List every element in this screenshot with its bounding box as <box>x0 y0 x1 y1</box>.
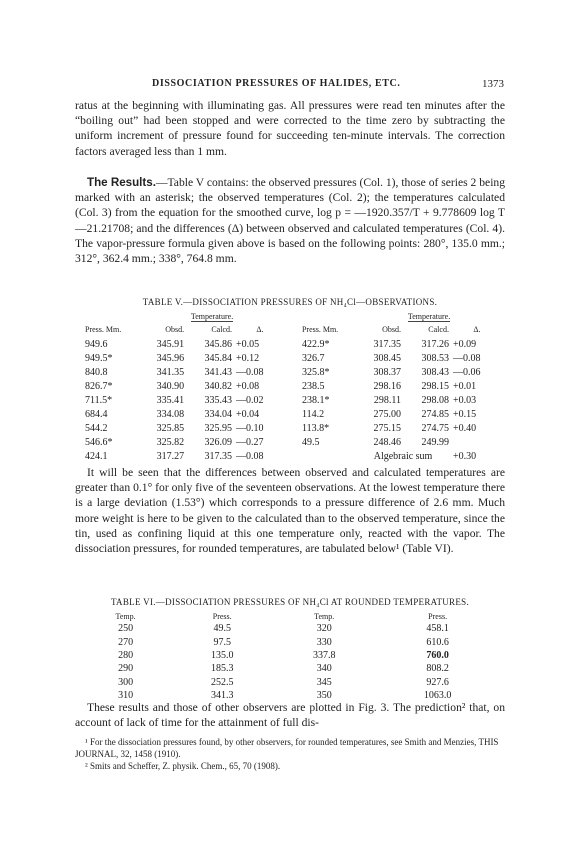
table6-cell: 337.8 <box>312 649 336 661</box>
table5-cell: +0.03 <box>452 394 477 406</box>
table6-cell: 290 <box>118 663 134 675</box>
table5-cell: 345.86 <box>204 338 233 350</box>
table5-cell: —0.08 <box>236 366 264 378</box>
table5-cell: +0.40 <box>452 422 477 434</box>
table5-cell: 248.46 <box>373 436 402 448</box>
closing-paragraph <box>75 700 505 730</box>
table5-cell: 49.5 <box>301 436 320 448</box>
table6-cell: 808.2 <box>426 663 449 675</box>
table5-header: Calcd. <box>428 324 449 334</box>
table5-cell: —0.10 <box>236 422 264 434</box>
table5-cell: 274.85 <box>421 408 449 420</box>
table5-cell: 326.09 <box>204 436 233 448</box>
table5-cell: 308.53 <box>421 352 449 364</box>
closing-text: These results and those of other observers are plotted in Fig. 3. The prediction² that, on account of lack of time for the attainment of full dis- <box>75 701 505 730</box>
table5-cell: 238.1* <box>301 394 330 406</box>
table5-cell: 308.43 <box>421 366 449 378</box>
table5-cell: 298.15 <box>421 380 449 392</box>
table5-cell: 325.95 <box>204 422 233 434</box>
table5-cell: +0.05 <box>236 338 260 350</box>
table6-cell: 280 <box>118 649 134 661</box>
page-number: 1373 <box>482 78 504 90</box>
table5-cell: 317.26 <box>421 338 449 350</box>
table6-cell: 300 <box>118 676 134 688</box>
running-title: DISSOCIATION PRESSURES OF HALIDES, ETC. <box>152 78 401 89</box>
table-6 <box>80 610 500 702</box>
table5-row <box>85 365 501 379</box>
table5-cell: 298.08 <box>421 394 449 406</box>
table5-cell: 308.45 <box>373 352 402 364</box>
table5-cell: 335.41 <box>156 394 185 406</box>
table5-cell: 325.82 <box>156 436 185 448</box>
table5-cell: —0.27 <box>236 436 264 448</box>
table5-cell: 340.82 <box>204 380 233 392</box>
table5-cell: 546.6* <box>85 436 113 448</box>
table6-cell: 250 <box>118 623 134 635</box>
table6-cell: 1063.0 <box>423 690 452 702</box>
table5-cell: Algebraic sum <box>373 450 433 462</box>
table5-cell: 345.96 <box>156 352 185 364</box>
table6-caption: TABLE VI.—DISSOCIATION PRESSURES OF NH₄Cl AT ROUNDED TEMPERATURES. <box>110 597 469 607</box>
footnote-1: ¹ For the dissociation pressures found, by other observers, for rounded temperatures, see Smith and Menzies, THIS JOURNAL, 32, 1458 (1910). <box>75 737 499 759</box>
table5-cell: 298.11 <box>373 394 402 406</box>
table5-cell <box>453 435 501 449</box>
table5-header: Obsd. <box>382 324 402 334</box>
table5-cell <box>302 449 357 463</box>
table6-body <box>80 622 500 702</box>
table5-cell: +0.01 <box>452 380 477 392</box>
table5-caption: TABLE V.—DISSOCIATION PRESSURES OF NH₄Cl—OBSERVATIONS. <box>142 297 438 307</box>
table6-cell: 49.5 <box>213 623 231 635</box>
table5-header: Obsd. <box>165 324 185 334</box>
table5-cell: 325.8* <box>301 366 330 378</box>
table5-cell: 334.08 <box>156 408 185 420</box>
table5-row <box>85 393 501 407</box>
table6-cell: 610.6 <box>426 636 449 648</box>
table5-cell: 317.35 <box>204 450 233 462</box>
table6-cell: 97.5 <box>213 636 231 648</box>
table5-cell: 826.7* <box>85 380 113 392</box>
table5-cell: —0.02 <box>236 394 264 406</box>
table5-cell: 325.85 <box>156 422 185 434</box>
table5-row <box>85 421 501 435</box>
table5-group-header-right: Temperature. <box>407 312 451 321</box>
table5-row <box>85 449 501 463</box>
table6-row <box>80 635 500 648</box>
table6-cell: 252.5 <box>210 676 234 688</box>
table5-group-header-left: Temperature. <box>190 312 234 321</box>
table5-cell: 275.00 <box>373 408 402 420</box>
table6-cell: 340 <box>316 663 332 675</box>
table6-cell: 760.0 <box>426 649 449 661</box>
table5-cell: 949.6 <box>85 338 108 350</box>
table5-header: Calcd. <box>211 324 233 334</box>
table5-cell: 840.8 <box>85 366 108 378</box>
table5-cell: 308.37 <box>373 366 402 378</box>
intro-paragraph <box>75 98 505 159</box>
table5-cell: 317.27 <box>156 450 185 462</box>
table5-cell: 949.5* <box>85 352 113 364</box>
table5-cell: +0.04 <box>236 408 260 420</box>
table5-cell: 335.43 <box>204 394 233 406</box>
table6-row <box>80 622 500 635</box>
table6-cell: 320 <box>316 623 332 635</box>
table6-cell: 185.3 <box>210 663 234 675</box>
table5-cell: 684.4 <box>85 408 108 420</box>
table6-header: Temp. <box>314 611 335 621</box>
table6-cell: 350 <box>316 690 332 702</box>
table5-cell: 341.43 <box>204 366 233 378</box>
table6-cell: 345 <box>316 676 332 688</box>
table5-cell: 345.91 <box>156 338 185 350</box>
table5-cell: 249.99 <box>421 436 449 448</box>
table5-cell: 274.75 <box>421 422 449 434</box>
table5-header: Press. Mm. <box>85 324 122 334</box>
results-heading: The Results. <box>87 176 156 189</box>
intro-text: ratus at the beginning with illuminating gas. All pressures were read ten minutes after the “boiling out” had been stopped and were corrected to the time zero by subtracting the uniform increment of pressure found for succeeding ten-minute intervals. The correction factors averaged less than 1 mm. <box>75 99 505 158</box>
table6-row <box>80 676 500 689</box>
footnotes <box>75 736 505 772</box>
page-header <box>78 78 504 94</box>
table5-cell: +0.15 <box>452 408 477 420</box>
table5-cell: 298.16 <box>373 380 402 392</box>
results-paragraph <box>75 175 505 266</box>
table5-cell: 275.15 <box>373 422 402 434</box>
table6-cell: 270 <box>118 636 134 648</box>
table6-cell: 135.0 <box>210 649 234 661</box>
table6-cell: 458.1 <box>426 623 449 635</box>
table5-cell: 341.35 <box>156 366 185 378</box>
discussion-paragraph <box>75 465 505 556</box>
table5-header: Δ. <box>473 324 481 334</box>
table6-header: Temp. <box>115 611 136 621</box>
table6-cell: 310 <box>118 690 134 702</box>
table5-cell: —0.06 <box>452 366 481 378</box>
table5-row <box>85 337 501 351</box>
table5-cell: 424.1 <box>85 450 108 462</box>
table6-row <box>80 649 500 662</box>
footnote-2: ² Smits and Scheffer, Z. physik. Chem., 65, 70 (1908). <box>85 761 281 771</box>
table5-cell: 340.90 <box>156 380 185 392</box>
table5-cell: 544.2 <box>85 422 108 434</box>
table5-cell: 113.8* <box>301 422 330 434</box>
table-5 <box>85 312 501 463</box>
results-text: —Table V contains: the observed pressures (Col. 1), those of series 2 being marked with an asterisk; the observed temperatures (Col. 2); the temperatures calculated (Col. 3) from the equation for the smoothed curve, log p = —1920.357/T + 9.778609 log T —21.21708; and the differences (Δ) between observed and calculated temperatures (Col. 4). The vapor-pressure formula given above is based on the following points: 280°, 135.0 mm.; 312°, 362.4 mm.; 338°, 764.8 mm. <box>75 176 506 266</box>
table5-cell: +0.08 <box>236 380 260 392</box>
table5-cell: —0.08 <box>452 352 481 364</box>
table5-cell: 317.35 <box>373 338 402 350</box>
table5-header: Press. Mm. <box>301 324 339 334</box>
table5-body <box>85 337 501 463</box>
table5-cell: 345.84 <box>204 352 233 364</box>
table5-cell: +0.12 <box>236 352 260 364</box>
table5-cell: 326.7 <box>301 352 325 364</box>
table5-row <box>85 407 501 421</box>
table6-cell: 341.3 <box>210 690 234 702</box>
table5-cell: 114.2 <box>301 408 325 420</box>
table6-row <box>80 662 500 675</box>
table5-cell: +0.30 <box>452 450 477 462</box>
table5-row <box>85 379 501 393</box>
table5-cell: 711.5* <box>85 394 113 406</box>
table5-cell: 334.04 <box>204 408 233 420</box>
table6-cell: 330 <box>316 636 332 648</box>
table6-header: Press. <box>428 611 448 621</box>
table6-header: Press. <box>212 611 232 621</box>
table5-header: Δ. <box>256 324 264 334</box>
table5-row <box>85 351 501 365</box>
table5-cell: +0.09 <box>452 338 477 350</box>
table5-row <box>85 435 501 449</box>
table5-cell: 238.5 <box>301 380 325 392</box>
discussion-text: It will be seen that the differences between observed and calculated temperatures are greater than 0.1° for only five of the seventeen observations. At the lowest temperature there is a large deviation (1.53°) which corresponds to a pressure difference of 2.6 mm. Much more weight is here to be given to the calculated than to the observed temperature, since the tin, used as confining liquid at this one temperature only, reacted with the vapor. The dissociation pressures, for rounded temperatures, are tabulated below¹ (Table VI). <box>75 466 505 556</box>
table5-cell: —0.08 <box>236 450 264 462</box>
table5-cell: 422.9* <box>301 338 330 350</box>
table6-cell: 927.6 <box>426 676 449 688</box>
